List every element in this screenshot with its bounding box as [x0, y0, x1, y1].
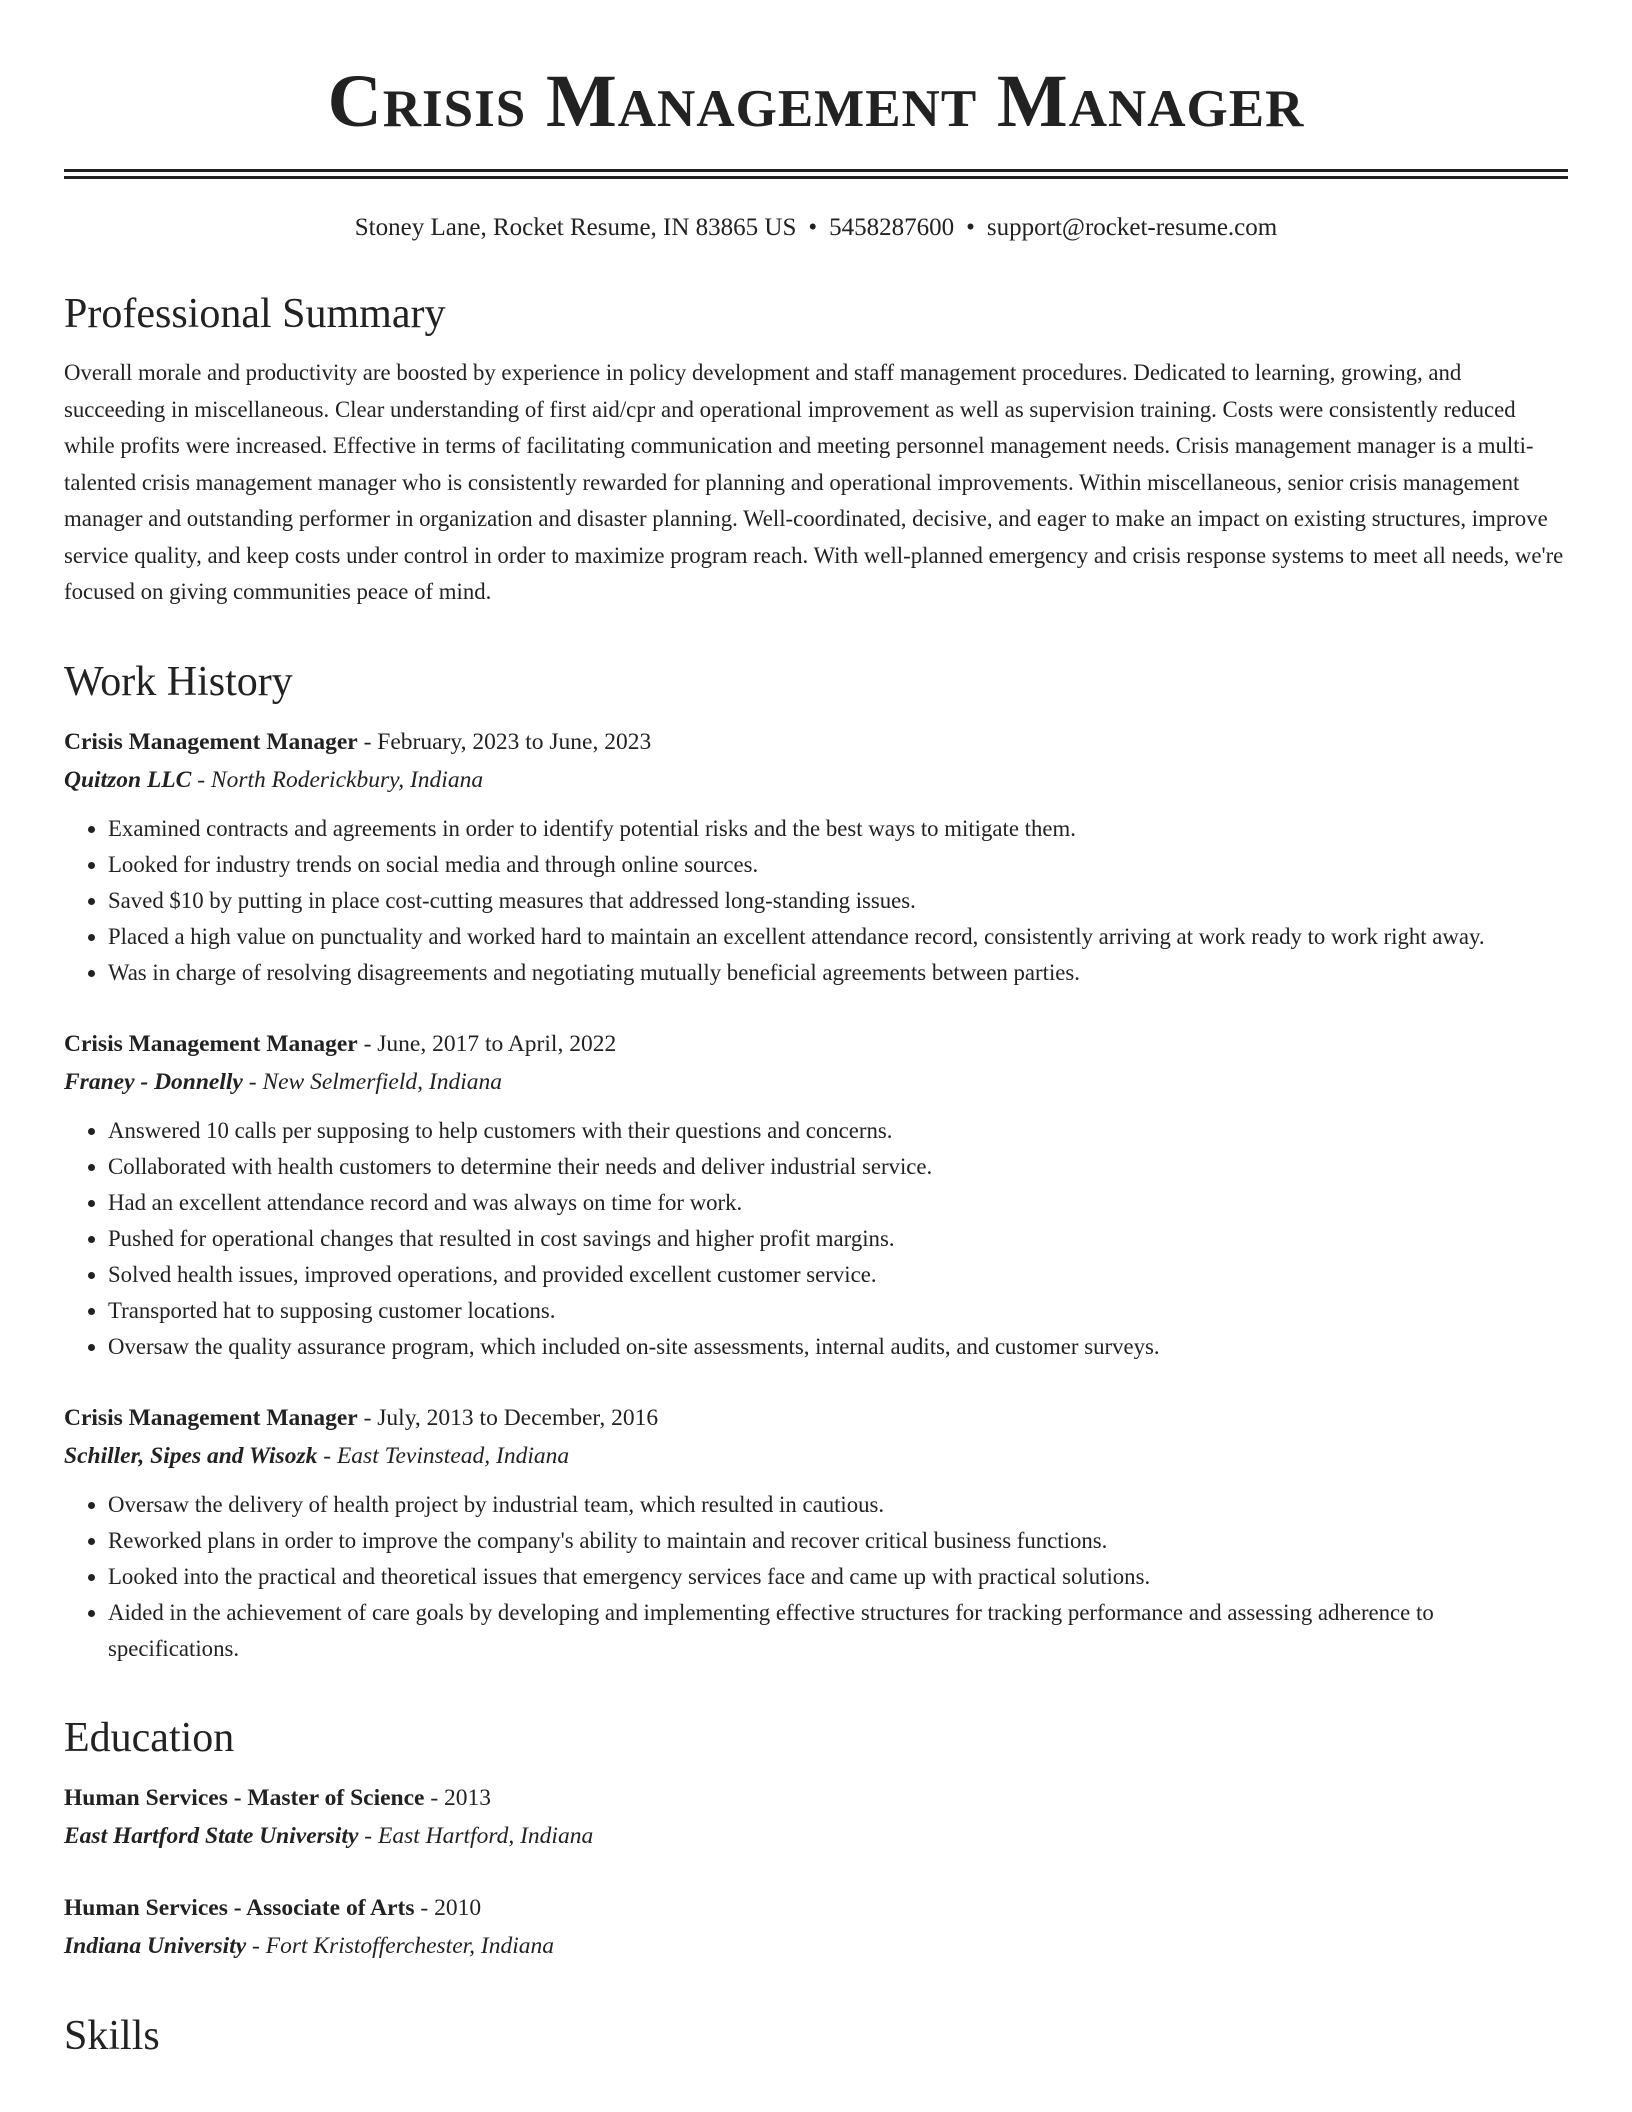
education-entry — [64, 1779, 1568, 1855]
job-title-line: Crisis Management Manager - February, 2023 to June, 2023 — [64, 728, 652, 755]
job-bullet-list — [64, 811, 1568, 991]
job-company: Franey - Donnelly — [64, 1068, 243, 1095]
job-title-line: Crisis Management Manager - July, 2013 to December, 2016 — [64, 1404, 659, 1431]
job-bullet: • Placed a high value on punctuality and worked hard to maintain an excellent attendance record, consistently arriving at work ready to work right away. — [108, 919, 1568, 955]
job-company: Schiller, Sipes and Wisozk — [64, 1442, 318, 1469]
job-bullet: • Aided in the achievement of care goals by developing and implementing effective structures for tracking performance and assessing adherence to specifications. — [108, 1595, 1568, 1667]
job-location: North Roderickbury, Indiana — [210, 766, 484, 793]
job-bullet: • Examined contracts and agreements in order to identify potential risks and the best ways to mitigate them. — [108, 811, 1568, 847]
summary-heading: Professional Summary — [64, 291, 446, 337]
work-history-heading: Work History — [64, 658, 293, 705]
job-company-line: Quitzon LLC - North Roderickbury, Indiana — [64, 766, 484, 793]
job-company: Quitzon LLC — [64, 766, 192, 793]
education-heading: Education — [64, 1714, 235, 1761]
job-bullet: • Was in charge of resolving disagreements and negotiating mutually beneficial agreements between parties. — [108, 955, 1568, 991]
job-bullet: • Reworked plans in order to improve the company's ability to maintain and recover critical business functions. — [108, 1523, 1568, 1559]
work-history-list — [64, 723, 1568, 1667]
job-bullet-list — [64, 1487, 1568, 1667]
skills-heading: Skills — [64, 2013, 160, 2060]
job-title-line: Crisis Management Manager - June, 2017 to April, 2022 — [64, 1030, 617, 1057]
education-location: East Hartford, Indiana — [378, 1823, 594, 1850]
contact-line — [64, 213, 1568, 243]
job-bullet: • Answered 10 calls per supposing to help customers with their questions and concerns. — [108, 1113, 1568, 1149]
job-bullet: • Transported hat to supposing customer locations. — [108, 1293, 1568, 1329]
job-bullet: • Looked into the practical and theoretical issues that emergency services face and came up with practical solutions. — [108, 1559, 1568, 1595]
job-bullet: • Oversaw the delivery of health project by industrial team, which resulted in cautious. — [108, 1487, 1568, 1523]
education-degree: Human Services - Master of Science — [64, 1785, 425, 1812]
education-school: East Hartford State University — [64, 1823, 359, 1850]
education-year: 2013 — [444, 1785, 492, 1812]
education-degree-line: Human Services - Associate of Arts - 2010 — [64, 1895, 482, 1922]
job-entry — [64, 1399, 1568, 1667]
contact-separator: • — [966, 214, 975, 241]
job-bullet: • Collaborated with health customers to determine their needs and deliver industrial service. — [108, 1149, 1568, 1185]
job-bullet: • Oversaw the quality assurance program, which included on-site assessments, internal audits, and customer surveys. — [108, 1329, 1568, 1365]
education-school: Indiana University — [64, 1933, 247, 1960]
job-title: Crisis Management Manager — [64, 1030, 358, 1057]
job-bullet: • Solved health issues, improved operations, and provided excellent customer service. — [108, 1257, 1568, 1293]
education-degree-line: Human Services - Master of Science - 2013 — [64, 1785, 492, 1812]
education-entry — [64, 1889, 1568, 1965]
job-title: Crisis Management Manager — [64, 728, 358, 755]
job-company-line: Franey - Donnelly - New Selmerfield, Indiana — [64, 1068, 502, 1095]
education-degree: Human Services - Associate of Arts — [64, 1895, 415, 1922]
contact-separator: • — [808, 214, 818, 241]
title-divider — [64, 169, 1568, 179]
job-bullet: • Looked for industry trends on social media and through online sources. — [108, 847, 1568, 883]
job-dates: June, 2017 to April, 2022 — [377, 1030, 617, 1057]
job-bullet: • Saved $10 by putting in place cost-cutting measures that addressed long-standing issues. — [108, 883, 1568, 919]
education-year: 2010 — [434, 1895, 482, 1922]
education-location: Fort Kristofferchester, Indiana — [265, 1933, 555, 1960]
summary-text: Overall morale and productivity are boosted by experience in policy development and staff management procedures. Dedicated to learning, growing, and succeeding in miscellaneous. Clear understanding of first aid/cpr and operational improvement as well as supervision training. Costs were consistently reduced while profits were increased. Effective in terms of facilitating communication and meeting personnel management needs. Crisis management manager is a multi-talented crisis management manager who is consistently rewarded for planning and operational improvements. Within miscellaneous, senior crisis management manager and outstanding performer in organization and disaster planning. Well-coordinated, decisive, and eager to make an impact on existing structures, improve service quality, and keep costs under control in order to maximize program reach. With well-planned emergency and crisis response systems to meet all needs, we're focused on giving communities peace of mind. — [64, 360, 1564, 605]
contact-address: Stoney Lane, Rocket Resume, IN 83865 US — [354, 214, 797, 241]
education-list — [64, 1779, 1568, 1965]
education-school-line: East Hartford State University - East Hartford, Indiana — [64, 1823, 594, 1850]
education-school-line: Indiana University - Fort Kristofferchester, Indiana — [64, 1933, 555, 1960]
job-dates: February, 2023 to June, 2023 — [377, 728, 652, 755]
job-bullet: • Pushed for operational changes that resulted in cost savings and higher profit margins. — [108, 1221, 1568, 1257]
job-entry — [64, 723, 1568, 991]
job-title: Crisis Management Manager — [64, 1404, 358, 1431]
contact-email: support@rocket-resume.com — [986, 214, 1278, 241]
job-bullet-list — [64, 1113, 1568, 1365]
job-bullet: • Had an excellent attendance record and was always on time for work. — [108, 1185, 1568, 1221]
job-company-line: Schiller, Sipes and Wisozk - East Tevinstead, Indiana — [64, 1442, 570, 1469]
job-entry — [64, 1025, 1568, 1365]
job-location: East Tevinstead, Indiana — [336, 1442, 570, 1469]
contact-phone: 5458287600 — [829, 214, 955, 241]
job-location: New Selmerfield, Indiana — [262, 1068, 502, 1095]
job-dates: July, 2013 to December, 2016 — [377, 1404, 659, 1431]
resume-title: Crisis Management Manager — [327, 60, 1305, 143]
